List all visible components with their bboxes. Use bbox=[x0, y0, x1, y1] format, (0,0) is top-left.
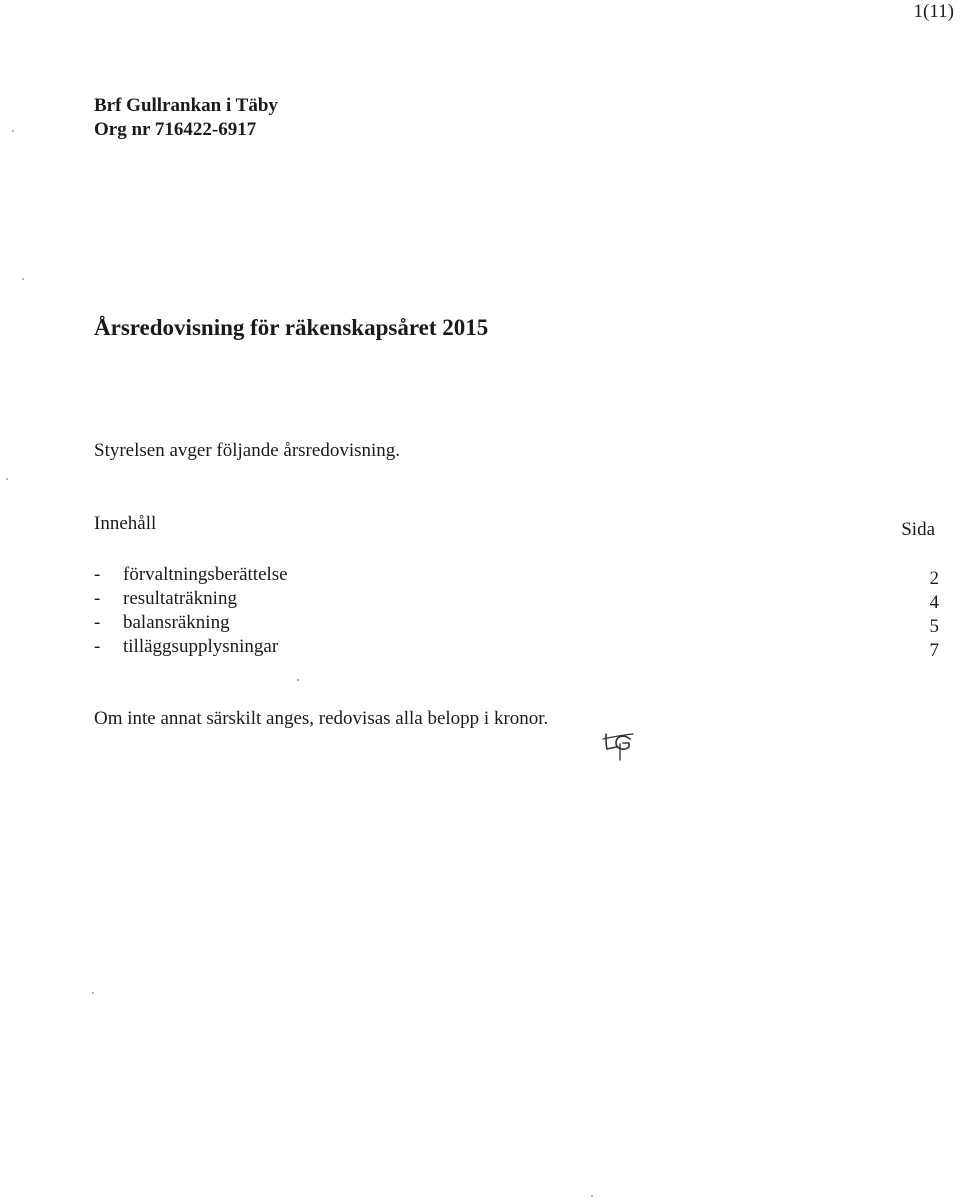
toc-bullet: - bbox=[94, 636, 101, 657]
toc-item-label: balansräkning bbox=[123, 612, 230, 633]
scan-artifact-dot bbox=[591, 1195, 593, 1197]
scan-artifact-dot bbox=[6, 478, 8, 480]
scan-artifact-dot bbox=[12, 130, 14, 132]
toc-bullet: - bbox=[94, 588, 101, 609]
toc-item-forvaltningsberattelse bbox=[94, 563, 940, 587]
association-name: Brf Gullrankan i Täby bbox=[94, 95, 278, 116]
amount-unit-note: Om inte annat särskilt anges, redovisas alla belopp i kronor. bbox=[94, 708, 549, 729]
table-of-contents bbox=[94, 563, 940, 659]
toc-item-label: tilläggsupplysningar bbox=[123, 636, 279, 657]
handwritten-initials-signature bbox=[600, 722, 636, 762]
toc-page-heading: Sida bbox=[901, 519, 935, 540]
scan-artifact-dot bbox=[92, 992, 94, 994]
toc-item-page: 5 bbox=[929, 616, 939, 637]
scan-artifact-dot bbox=[297, 679, 299, 681]
organization-header bbox=[94, 94, 278, 142]
page-number: 1(11) bbox=[913, 1, 954, 22]
toc-heading: Innehåll bbox=[94, 513, 157, 534]
toc-item-resultatrakning bbox=[94, 587, 940, 611]
toc-bullet: - bbox=[94, 612, 101, 633]
toc-item-page: 7 bbox=[929, 640, 939, 661]
toc-item-page: 2 bbox=[929, 568, 939, 589]
toc-bullet: - bbox=[94, 564, 101, 585]
org-number: Org nr 716422-6917 bbox=[94, 119, 257, 140]
toc-item-tillaggsupplysningar bbox=[94, 635, 940, 659]
toc-item-balansrakning bbox=[94, 611, 940, 635]
intro-text: Styrelsen avger följande årsredovisning. bbox=[94, 440, 401, 461]
scan-artifact-dot bbox=[22, 278, 24, 280]
document-title: Årsredovisning för räkenskapsåret 2015 bbox=[94, 315, 489, 340]
toc-item-label: resultaträkning bbox=[123, 588, 237, 609]
toc-item-label: förvaltningsberättelse bbox=[123, 564, 288, 585]
toc-item-page: 4 bbox=[929, 592, 939, 613]
